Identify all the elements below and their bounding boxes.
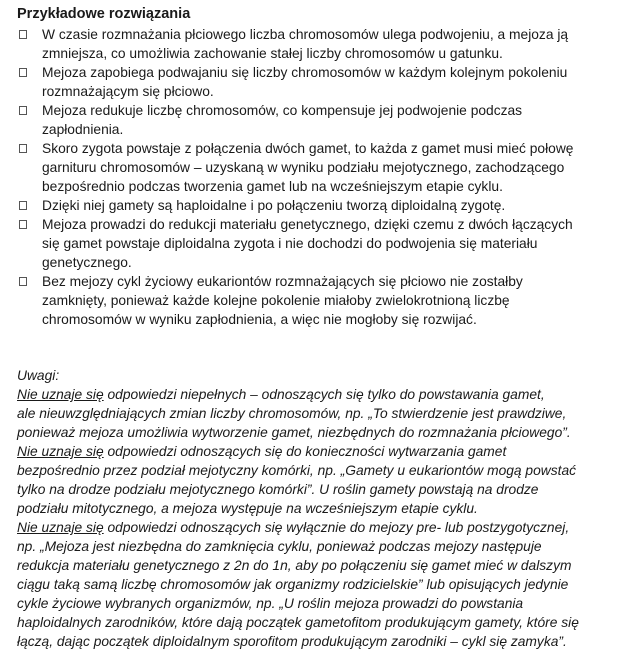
remark-line bbox=[17, 423, 637, 442]
solution-line: zmniejsza, co umożliwia zachowanie stałej liczby chromosomów u gatunku. bbox=[42, 46, 503, 61]
remark-line bbox=[17, 442, 637, 461]
checkbox-square-icon bbox=[19, 220, 27, 229]
remark-text: ale nieuwzględniających zmian liczby chromosomów, np. „To stwierdzenie jest prawdziwe, bbox=[17, 406, 567, 421]
not-accepted-label: Nie uznaje się bbox=[17, 520, 104, 535]
solution-line: garnituru chromosomów – uzyskaną w wyniku podziału mejotycznego, zachodzącego bbox=[42, 160, 565, 175]
remark-line bbox=[17, 575, 637, 594]
solution-item bbox=[17, 272, 617, 329]
remark-line bbox=[17, 613, 637, 632]
solutions-list bbox=[17, 25, 617, 329]
checkbox-square-icon bbox=[19, 144, 27, 153]
checkbox-square-icon bbox=[19, 68, 27, 77]
remark-text: odpowiedzi odnoszących się do konieczności wytwarzania gamet bbox=[103, 444, 507, 459]
remark-text: ciągu taką samą liczbę chromosomów jak organizmy rodzicielskie” lub opisujących jedynie bbox=[17, 577, 569, 592]
remark-text: haploidalnych zarodników, które dają początek gametofitom produkującym gamety, które się bbox=[17, 615, 579, 630]
remark-line bbox=[17, 385, 637, 404]
remark-line bbox=[17, 537, 637, 556]
solution-line: bezpośrednio podczas tworzenia gamet lub na wcześniejszym etapie cyklu. bbox=[42, 179, 503, 194]
remark-line bbox=[17, 556, 637, 575]
remark-line bbox=[17, 499, 637, 518]
remark-line bbox=[17, 404, 637, 423]
remark-text: np. „Mejoza jest niezbędna do zamknięcia cyklu, ponieważ podczas mejozy następuje bbox=[17, 539, 542, 554]
not-accepted-label: Nie uznaje się bbox=[17, 444, 104, 459]
checkbox-square-icon bbox=[19, 106, 27, 115]
remarks-section bbox=[17, 366, 637, 651]
solution-item bbox=[17, 25, 617, 63]
solution-line: genetycznego. bbox=[42, 255, 132, 270]
remark-text: cykle życiowe wybranych organizmów, np. „U roślin mejoza prowadzi do powstania bbox=[17, 596, 524, 611]
remark-text: tylko na drodze podziału mejotycznego komórki”. U roślin gamety powstają na drodze bbox=[17, 482, 539, 497]
solution-line: Bez mejozy cykl życiowy eukariontów rozmnażających się płciowo nie zostałby bbox=[42, 274, 523, 289]
checkbox-square-icon bbox=[19, 30, 27, 39]
remark-text: bezpośrednio przez podział mejotyczny komórki, np. „Gamety u eukariontów mogą powstać bbox=[17, 463, 577, 478]
remark-text: podziału mitotycznego, a mejoza występuje na wcześniejszym etapie cyklu. bbox=[17, 501, 478, 516]
solution-item bbox=[17, 139, 617, 196]
solution-line: Dzięki niej gamety są haploidalne i po połączeniu tworzą diploidalną zygotę. bbox=[42, 198, 506, 213]
solution-line: Skoro zygota powstaje z połączenia dwóch gamet, to każda z gamet musi mieć połowę bbox=[42, 141, 574, 156]
remark-line bbox=[17, 594, 637, 613]
solution-line: Mejoza prowadzi do redukcji materiału genetycznego, dzięki czemu z dwóch łączących bbox=[42, 217, 573, 232]
remark-text: łączą, dając początek diploidalnym sporofitom produkującym zarodniki – cykl się zamyka”. bbox=[17, 634, 567, 649]
remark-text: redukcja materiału genetycznego z 2n do 1n, aby po połączeniu się gamet mieć w dalszym bbox=[17, 558, 572, 573]
solution-line: się gamet powstaje diploidalna zygota i nie dochodzi do podwojenia się materiału bbox=[42, 236, 538, 251]
remark-text: odpowiedzi odnoszących się wyłącznie do mejozy pre- lub postzygotycznej, bbox=[103, 520, 570, 535]
remarks-heading: Uwagi: bbox=[17, 368, 60, 383]
remark-text: odpowiedzi niepełnych – odnoszących się tylko do powstawania gamet, bbox=[103, 387, 545, 402]
solution-line: Mejoza redukuje liczbę chromosomów, co kompensuje jej podwojenie podczas bbox=[42, 103, 523, 118]
remark-line bbox=[17, 480, 637, 499]
remark-text: ponieważ mejoza umożliwia wytworzenie gamet, niezbędnych do rozmnażania płciowego”. bbox=[17, 425, 571, 440]
solution-line: Mejoza zapobiega podwajaniu się liczby chromosomów w każdym kolejnym pokoleniu bbox=[42, 65, 568, 80]
checkbox-square-icon bbox=[19, 201, 27, 210]
solution-item bbox=[17, 215, 617, 272]
remark-line bbox=[17, 518, 637, 537]
solution-line: chromosomów w wyniku zapłodnienia, a więc nie mogłoby się rozwijać. bbox=[42, 312, 477, 327]
remark-line bbox=[17, 461, 637, 480]
solution-line: zamknięty, ponieważ każde kolejne pokolenie miałoby zwielokrotnioną liczbę bbox=[42, 293, 510, 308]
solution-item bbox=[17, 101, 617, 139]
solution-item bbox=[17, 196, 617, 215]
solution-line: rozmnażającym się płciowo. bbox=[42, 84, 214, 99]
solution-line: zapłodnienia. bbox=[42, 122, 124, 137]
section-title: Przykładowe rozwiązania bbox=[17, 6, 191, 22]
checkbox-square-icon bbox=[19, 277, 27, 286]
solution-item bbox=[17, 63, 617, 101]
not-accepted-label: Nie uznaje się bbox=[17, 387, 104, 402]
solution-line: W czasie rozmnażania płciowego liczba chromosomów ulega podwojeniu, a mejoza ją bbox=[42, 27, 569, 42]
remark-line bbox=[17, 632, 637, 651]
